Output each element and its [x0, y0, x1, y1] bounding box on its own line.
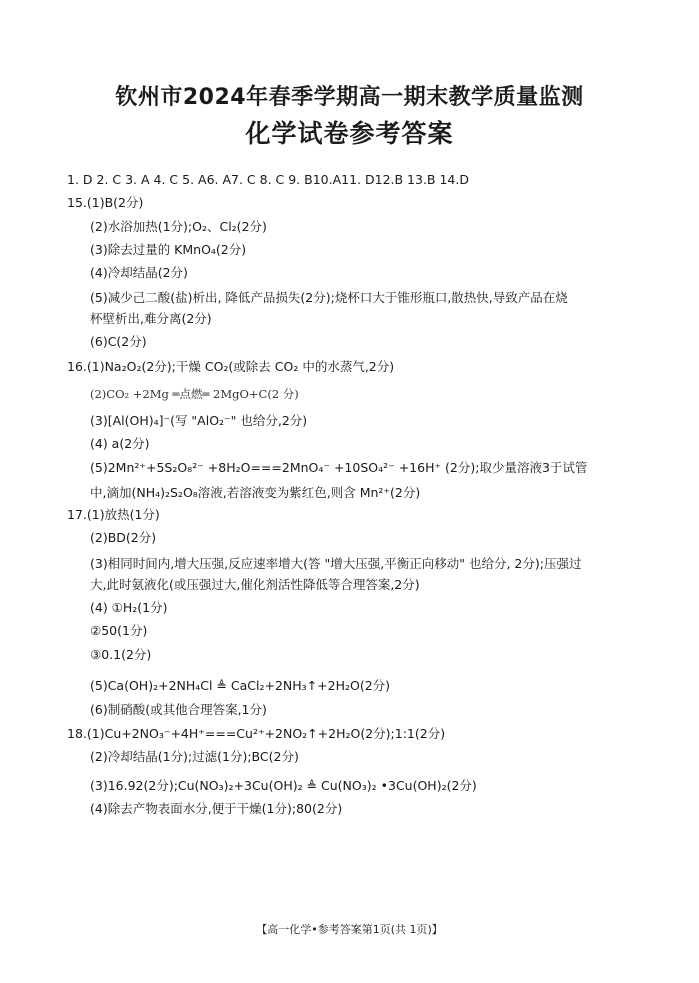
q16-part3: (3)[Al(OH)₄]⁻(写 "AlO₂⁻" 也给分,2分) — [90, 413, 308, 428]
q16-part1: 16.(1)Na₂O₂(2分);干燥 CO₂(或除去 CO₂ 中的水蒸气,2分) — [67, 359, 395, 374]
q18-part3: (3)16.92(2分);Cu(NO₃)₂+3Cu(OH)₂ ≜ Cu(NO₃)₂ •3Cu(OH)₂(2分) — [90, 778, 477, 793]
q16-part2: (2)CO₂ +2Mg ═点燃═ 2MgO+C(2 分) — [90, 387, 299, 401]
q17-part4-b: ②50(1分) — [90, 623, 148, 638]
q15-part5-line2: 杯壁析出,难分离(2分) — [90, 311, 212, 326]
q17-part1: 17.(1)放热(1分) — [67, 507, 160, 522]
q17-part6: (6)制硝酸(或其他合理答案,1分) — [90, 702, 267, 717]
page-title: 钦州市2024年春季学期高一期末教学质量监测 — [115, 85, 584, 110]
q15-part1: 15.(1)B(2分) — [67, 195, 144, 210]
q18-part4: (4)除去产物表面水分,便于干燥(1分);80(2分) — [90, 801, 343, 816]
q15-part3: (3)除去过量的 KMnO₄(2分) — [90, 242, 247, 257]
q16-part5-line1: (5)2Mn²⁺+5S₂O₈²⁻ +8H₂O===2MnO₄⁻ +10SO₄²⁻ +16H⁺ (2分);取少量溶液3于试管 — [90, 460, 588, 475]
page-subtitle: 化学试卷参考答案 — [245, 119, 454, 148]
q18-part2: (2)冷却结晶(1分);过滤(1分);BC(2分) — [90, 749, 299, 764]
page-footer: 【高一化学•参考答案第1页(共 1页)】 — [256, 923, 443, 936]
q15-part6: (6)C(2分) — [90, 334, 147, 349]
q16-part5-line2: 中,滴加(NH₄)₂S₂O₈溶液,若溶液变为紫红色,则含 Mn²⁺(2分) — [90, 485, 421, 500]
q17-part4-a: (4) ①H₂(1分) — [90, 600, 168, 615]
q16-part4: (4) a(2分) — [90, 436, 150, 451]
q18-part1: 18.(1)Cu+2NO₃⁻+4H⁺===Cu²⁺+2NO₂↑+2H₂O(2分);1:1(2分) — [67, 726, 446, 741]
q15-part5-line1: (5)减少己二酸(盐)析出, 降低产品损失(2分);烧杯口大于锥形瓶口,散热快,导致产品在烧 — [90, 290, 568, 305]
q17-part2: (2)BD(2分) — [90, 530, 157, 545]
q17-part3-line1: (3)相同时间内,增大压强,反应速率增大(答 "增大压强,平衡正向移动" 也给分, 2分);压强过 — [90, 556, 582, 571]
q17-part5: (5)Ca(OH)₂+2NH₄Cl ≜ CaCl₂+2NH₃↑+2H₂O(2分) — [90, 678, 391, 693]
q15-part4: (4)冷却结晶(2分) — [90, 265, 188, 280]
q17-part3-line2: 大,此时氨液化(或压强过大,催化剂活性降低等合理答案,2分) — [90, 577, 420, 592]
q15-part2: (2)水浴加热(1分);O₂、Cl₂(2分) — [90, 219, 267, 234]
q17-part4-c: ③0.1(2分) — [90, 647, 152, 662]
answer-mc: 1. D 2. C 3. A 4. C 5. A6. A7. C 8. C 9. B10.A11. D12.B 13.B 14.D — [67, 172, 469, 187]
